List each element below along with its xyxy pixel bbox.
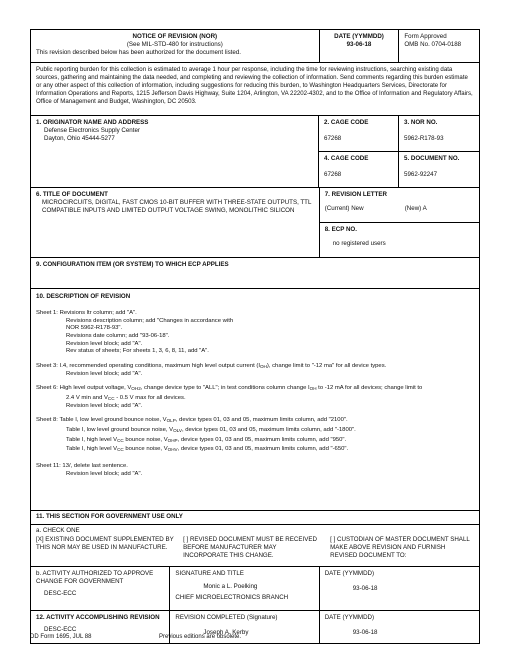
sheet6-text-b: , change device type to "ALL"; in test conditions column change I xyxy=(140,385,310,392)
activity12-label: 12. ACTIVITY ACCOMPLISHING REVISION xyxy=(36,614,160,621)
codes-block xyxy=(319,116,479,187)
sheet8-l2-a: Table I, low level ground bounce noise, V xyxy=(66,427,174,434)
rev-ecp-block xyxy=(320,188,479,257)
activity12-row xyxy=(31,611,479,643)
sheet8-l1-sub: OLP xyxy=(166,418,176,424)
cage4-label: 4. CAGE CODE xyxy=(324,155,369,162)
sheet8-line-4 xyxy=(36,446,474,454)
sheet6-text-e: - 0.5 V max for all devices. xyxy=(114,395,186,402)
docnum-value: 5962-92247 xyxy=(404,171,438,179)
burden-text: Public reporting burden for this collection is estimated to average 1 hour per response, including the time for reviewing instructions, searching existing data sources, gathering and maintaining the data needed, and completing and reviewing the collection of information. Send comments regarding this burden estimate or any other aspect of this collection of information, including suggestions for reducing this burden, to Washington Headquarters Services, Directorate for Information Operations and Reports, 1215 Jefferson Davis Highway, Suite 1204, Arlington, VA 22202-4302, and to the Office of Information and Regulatory Affairs, Office of Management and Budget, Washington, DC 20503. xyxy=(36,66,473,105)
sheet3-line-2: Revision level block; add "A". xyxy=(66,370,143,377)
signature-name: Monic a L. Poelking xyxy=(203,583,258,591)
codes-top xyxy=(319,116,479,152)
check-row xyxy=(31,525,479,567)
sheet6-text-a: Sheet 6: High level output voltage, V xyxy=(36,385,132,392)
sheet1-line-3: NOR 5962-R178-93". xyxy=(66,325,123,332)
sheet3-text-b: ), change limit to "-12 ma" for all device types. xyxy=(266,363,387,370)
description-row xyxy=(31,289,479,511)
activity-b-row xyxy=(31,567,479,611)
option-revised[interactable]: [ ] REVISED DOCUMENT MUST BE RECEIVED BEFORE MANUFACTURER MAY INCORPORATE THIS CHANGE. xyxy=(183,536,317,560)
revision-completed-label: REVISION COMPLETED (Signature) xyxy=(175,614,278,621)
sheet1-block xyxy=(36,310,474,356)
activity12-date-value: 93-06-18 xyxy=(352,629,378,637)
sheet1-line-5: Revision level block; add "A". xyxy=(66,340,143,347)
sheet6-sub-3: CC xyxy=(107,396,115,402)
sheet6-line-2 xyxy=(36,395,474,403)
cage2-value: 67268 xyxy=(324,135,342,143)
sheet8-l4-b: bounce noise, V xyxy=(123,446,168,453)
sheet8-l4-sub1: CC xyxy=(117,447,124,453)
sheet8-l1-b: , device types 01, 03 and 05, maximum limits column, add "2100". xyxy=(175,417,348,424)
codes-bottom xyxy=(319,152,479,187)
option-supplemented[interactable]: [X] EXISTING DOCUMENT SUPPLEMENTED BY THIS NOR MAY BE USED IN MANUFACTURE. xyxy=(36,536,174,552)
revletter-values xyxy=(325,205,474,213)
burden-row xyxy=(31,63,479,116)
sheet1-line-4: Revisions date column; add "93-06-18". xyxy=(66,333,170,340)
sheet3-block xyxy=(36,363,474,378)
sheet8-l3-b: bounce noise, V xyxy=(123,436,168,443)
ecp-cell xyxy=(320,223,479,257)
activity-b-cell xyxy=(31,567,170,610)
sheet8-l4-sub2: OHV xyxy=(167,447,178,453)
activity-b-date-cell xyxy=(320,567,479,610)
sheet8-l3-sub2: OHP xyxy=(167,437,178,443)
sheet11-line-1: Sheet 11: 13/, delete last sentence. xyxy=(36,463,128,470)
sheet1-line-1: Sheet 1: Revisions ltr column; add "A". xyxy=(36,310,137,317)
sheet8-block xyxy=(36,417,474,454)
activity-b-value: DESC-ECC xyxy=(44,590,77,598)
sheet8-l2-sub: OLV xyxy=(173,428,182,434)
sheet3-sub: OH xyxy=(259,364,267,370)
gov-row xyxy=(31,511,479,525)
sheet6-block xyxy=(36,385,474,410)
form-number: DD Form 1695, JUL 88 xyxy=(30,634,92,640)
sheet11-line-2: Revision level block; add "A". xyxy=(66,470,143,477)
sheet11-block xyxy=(36,463,474,478)
gov-label: 11. THIS SECTION FOR GOVERNMENT USE ONLY xyxy=(36,513,183,520)
revision-completed-name: Joseph A. Kerby xyxy=(203,629,249,637)
sheet8-l3-a: Table I, high level V xyxy=(66,436,118,443)
sheet8-line-2 xyxy=(36,427,474,435)
title-doc-text: MICROCIRCUITS, DIGITAL, FAST CMOS 10-BIT BUFFER WITH THREE-STATE OUTPUTS, TTL COMPATIBLE INPUTS AND LIMITED OUTPUT VOLTAGE SWING, MONOLITHIC SILICON xyxy=(42,199,312,215)
sheet6-sub-1: OH2 xyxy=(131,386,141,392)
header-date-label: DATE (YYMMDD) xyxy=(334,33,384,40)
form-subtitle: (See MIL-STD-480 for instructions) xyxy=(126,41,223,49)
description-label: 10. DESCRIPTION OF REVISION xyxy=(36,293,131,300)
sheet6-text-d: 2.4 V min and V xyxy=(66,395,108,402)
sheet8-line-3 xyxy=(36,437,474,445)
revletter-cell xyxy=(320,188,479,223)
sheet6-text-c: to -12 mA for all devices; change limit to xyxy=(316,385,423,392)
obsolete-note: Previous editions are obsolete. xyxy=(159,634,242,640)
docnum-label: 5. DOCUMENT NO. xyxy=(404,155,460,162)
nor-value: 5962-R178-93 xyxy=(404,135,444,143)
nor-label: 3. NOR NO. xyxy=(404,119,438,126)
activity-b-label: b. ACTIVITY AUTHORIZED TO APPROVE CHANGE FOR GOVERNMENT xyxy=(36,570,154,586)
sheet8-l1-a: Sheet 8: Table I, low level ground bounce noise, V xyxy=(36,417,167,424)
signature-title: CHIEF MICROELECTRONICS BRANCH xyxy=(175,594,289,602)
originator-label: 1. ORIGINATOR NAME AND ADDRESS xyxy=(36,119,149,126)
sheet6-line-1 xyxy=(36,385,474,393)
cage2-label: 2. CAGE CODE xyxy=(324,119,369,126)
config-row xyxy=(31,258,479,289)
authorized-note: This revision described below has been authorized for the document listed. xyxy=(36,49,241,57)
header-date-value: 93-06-18 xyxy=(346,41,372,49)
sheet8-line-1 xyxy=(36,417,474,425)
omb-number: OMB No. 0704-0188 xyxy=(404,41,462,49)
config-label: 9. CONFIGURATION ITEM (OR SYSTEM) TO WHICH ECP APPLIES xyxy=(36,261,229,268)
docnum-cell xyxy=(399,152,479,187)
sheet8-l3-c: , device types 01, 03 and 05, maximum limits column, add "950". xyxy=(177,436,347,443)
ecp-value: no registered users xyxy=(332,240,386,248)
activity12-date-label: DATE (YYMMDD) xyxy=(324,614,375,621)
check-one-label: a. CHECK ONE xyxy=(36,527,80,534)
sheet3-text-a: Sheet 3: I.4, recommended operating conditions, maximum high level output current (I xyxy=(36,363,260,370)
title-doc-label: 6. TITLE OF DOCUMENT xyxy=(36,191,108,198)
cage4-cell xyxy=(319,152,399,187)
sheet6-line-3: Revision level block; add "A". xyxy=(66,402,143,409)
signature-label: SIGNATURE AND TITLE xyxy=(175,570,244,577)
title-row xyxy=(31,188,479,258)
activity12-value: DESC-ECC xyxy=(44,626,77,634)
originator-row xyxy=(31,116,479,188)
sheet8-l4-a: Table I, high level V xyxy=(66,446,118,453)
option-custodian[interactable]: [ ] CUSTODIAN OF MASTER DOCUMENT SHALL MAKE ABOVE REVISION AND FURNISH REVISED DOCUMENT TO: xyxy=(330,536,470,560)
signature-cell xyxy=(170,567,319,610)
sheet6-sub-2: OH xyxy=(309,386,317,392)
ecp-label: 8. ECP NO. xyxy=(324,226,357,233)
sheet3-line-1 xyxy=(36,363,474,371)
nor-cell xyxy=(399,116,479,151)
header-title-cell xyxy=(31,30,320,62)
cage2-cell xyxy=(319,116,399,151)
description-cell xyxy=(31,289,479,510)
sheet8-l2-b: , device types 01, 03 and 05, maximum limits column, add "-1800". xyxy=(181,427,356,434)
check-options xyxy=(36,536,474,560)
nor-form xyxy=(30,29,480,644)
cage4-value: 67268 xyxy=(324,171,342,179)
originator-cell xyxy=(31,116,319,187)
check-cell xyxy=(31,525,479,566)
form-approved: Form Approved xyxy=(404,33,447,40)
sheet8-l3-sub1: CC xyxy=(117,437,124,443)
revletter-new: (New) A xyxy=(404,205,427,213)
sheet8-l4-c: , device types 01, 03 and 05, maximum limits column, add "-650". xyxy=(177,446,349,453)
revletter-label: 7. REVISION LETTER xyxy=(324,191,387,198)
header-date-cell xyxy=(320,30,400,62)
header-row xyxy=(31,30,479,63)
sheet1-line-6: Rev status of sheets; For sheets 1, 3, 6, 8, 11, add "A". xyxy=(66,348,209,355)
form-title: NOTICE OF REVISION (NOR) xyxy=(132,33,218,40)
activity-b-date-label: DATE (YYMMDD) xyxy=(324,570,375,577)
omb-cell xyxy=(399,30,479,62)
title-doc-cell xyxy=(31,188,320,257)
activity12-date-cell xyxy=(320,611,479,643)
activity-b-date-value: 93-06-18 xyxy=(352,585,378,593)
sheet1-line-2: Revisions description column; add "Changes in accordance with xyxy=(66,317,234,324)
originator-line2: Dayton, Ohio 45444-5277 xyxy=(44,135,115,143)
originator-line1: Defense Electronics Supply Center xyxy=(44,127,140,135)
form-table xyxy=(30,29,480,644)
revletter-current: (Current) New xyxy=(324,205,364,213)
